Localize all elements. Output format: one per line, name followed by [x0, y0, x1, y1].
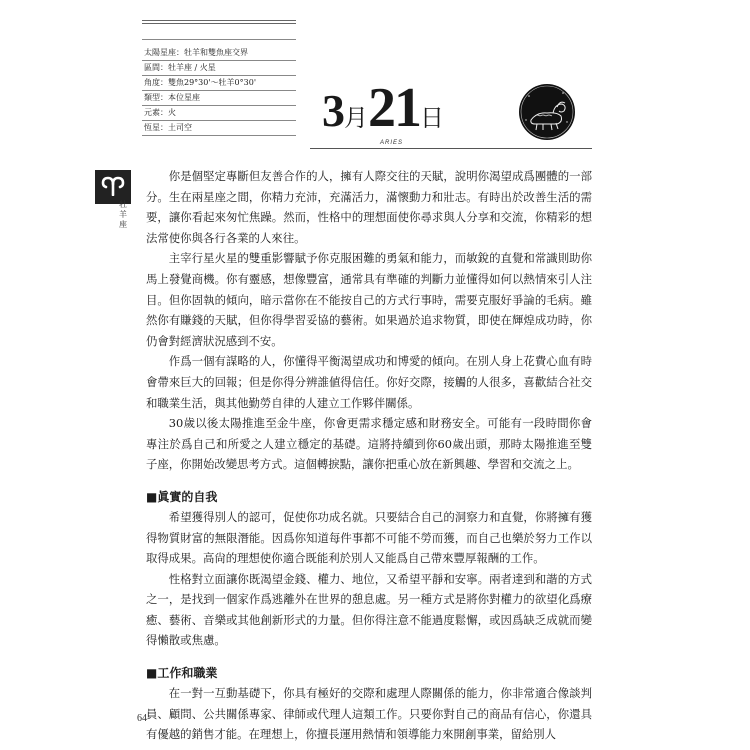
- sidebar-sign-label: 牡羊座: [119, 200, 127, 229]
- ram-medallion-icon: [517, 82, 577, 142]
- section-work-career: [146, 663, 592, 745]
- info-fixed-star: 恆星：土司空: [142, 121, 296, 136]
- section-heading: ■眞實的自我: [146, 489, 218, 504]
- date-month: 3: [322, 85, 344, 136]
- info-decan: 區間：牡羊座 / 火星: [142, 61, 296, 76]
- info-sun-sign: 太陽星座：牡羊和雙魚座交界: [142, 46, 296, 61]
- date-month-char: 月: [344, 104, 368, 132]
- intro-paragraph: 30歲以後太陽推進至金牛座，你會更需求穩定感和財務安全。可能有一段時間你會專注於爲自己和所愛之人建立穩定的基礎。這將持續到你60歲出頭，那時太陽推進至雙子座，你開始改變思考方式。這個轉捩點，讓你把重心放在新興趣、學習和交流之上。: [146, 416, 592, 472]
- info-element: 元素：火: [142, 106, 296, 121]
- section-paragraph: 希望獲得別人的認可，促使你功成名就。只要結合自己的洞察力和直覺，你將擁有獲得物質財富的無限潛能。因爲你知道每件事都不可能不勞而獲，而自己也樂於努力工作以取得成果。高尙的理想使你適合既能利於別人又能爲自己帶來豐厚報酬的工作。: [146, 509, 592, 566]
- aries-symbol-tab: [95, 170, 131, 204]
- info-mid-rule: [142, 39, 296, 40]
- intro-paragraph: 你是個堅定專斷但友善合作的人，擁有人際交往的天賦，說明你渴望成爲團體的一部分。生在兩星座之間，你精力充沛，充滿活力，滿懷動力和壯志。有時出於改善生活的需要，讓你看起來匆忙焦躁。然而，性格中的理想面使你尋求與人分享和交流，你精彩的想法常使你與各行各業的人來往。: [146, 169, 592, 245]
- intro-paragraph: 主宰行星火星的雙重影響賦予你克服困難的勇氣和能力，而敏銳的直覺和常識則助你馬上發覺商機。你有靈感，想像豐富，通常具有準確的判斷力並懂得如何以熱情來引人注目。但你固執的傾向，暗示當你在不能按自己的方式行事時，需要克服好爭論的毛病。雖然你有賺錢的天賦，但你得學習妥協的藝術。如果過於追求物質，即使在輝煌成功時，你仍會對經濟狀況感到不安。: [146, 251, 592, 348]
- section-paragraph: 在一對一互動基礎下，你具有極好的交際和處理人際關係的能力，你非常適合像談判員、顧問、公共關係專家、律師或代理人這類工作。只要你對自己的商品有信心，你還具有優越的銷售才能。在理想上，你擅長運用熱情和領導能力來開創事業，留給別人: [146, 686, 592, 742]
- article-body: [146, 166, 592, 745]
- section-true-self: [146, 487, 592, 651]
- info-degree: 角度：雙魚29°30'～牡羊0°30': [142, 76, 296, 91]
- aries-glyph-icon: [101, 176, 125, 196]
- date-heading: [322, 77, 444, 139]
- sign-english-label: ARIES: [380, 140, 404, 146]
- page-number: 64: [137, 713, 147, 724]
- intro-paragraph: 作爲一個有謀略的人，你懂得平衡渴望成功和博愛的傾向。在別人身上花費心血有時會帶來巨大的回報；但是你得分辨誰値得信任。你好交際，接觸的人很多，喜歡結合社交和職業生活，與其他勤勞自律的人建立工作夥伴關係。: [146, 354, 592, 410]
- section-heading: ■工作和職業: [146, 666, 218, 681]
- date-day: 21: [368, 77, 420, 139]
- header-rule: [310, 148, 592, 149]
- section-paragraph: 性格對立面讓你既渴望金錢、權力、地位，又希望平靜和安寧。兩者達到和諧的方式之一，是找到一個家作爲逃離外在世界的憩息處。另一種方式是將你對權力的欲望化爲療癒、藝術、音樂或其他創新形式的力量。但你得注意不能過度鬆懈，或因爲缺乏成就而變得懶散或焦慮。: [146, 571, 592, 648]
- astro-info-block: [142, 20, 296, 136]
- info-modality: 類型：本位星座: [142, 91, 296, 106]
- info-top-rule: [142, 20, 296, 24]
- date-day-char: 日: [420, 104, 444, 132]
